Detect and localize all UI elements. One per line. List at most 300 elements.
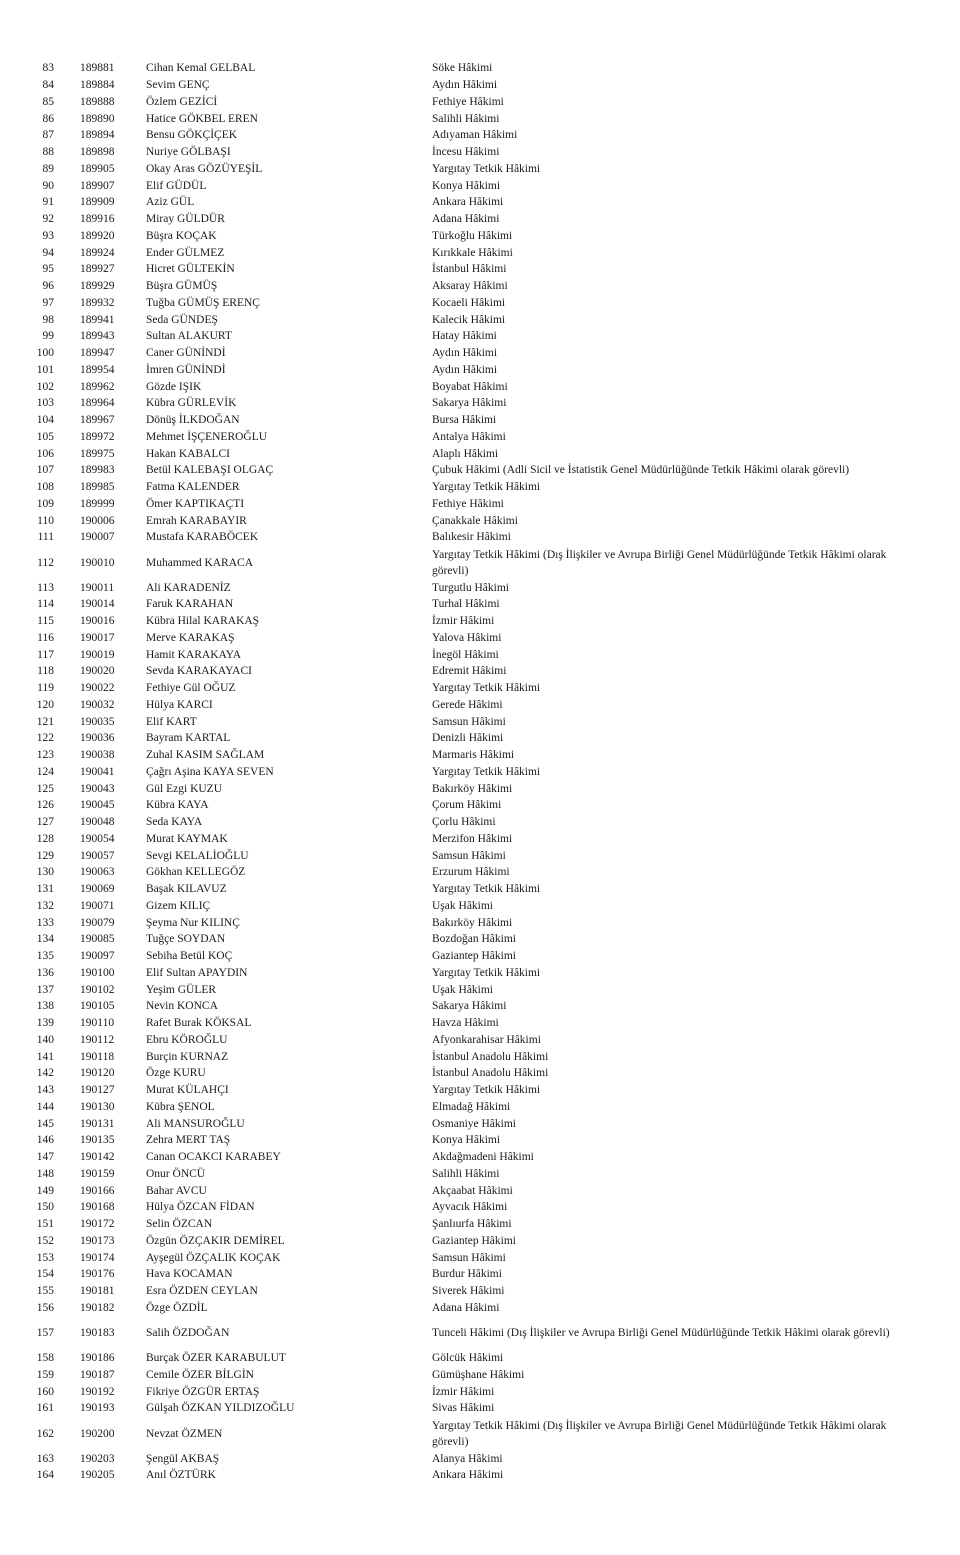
judge-name: Başak KILAVUZ <box>146 883 227 896</box>
judge-name: Anıl ÖZTÜRK <box>146 1469 216 1482</box>
row-number: 90 <box>42 179 54 192</box>
registry-number: 190130 <box>80 1100 115 1113</box>
registry-number: 190135 <box>80 1134 115 1147</box>
judge-name: Özlem GEZİCİ <box>146 95 218 108</box>
judge-name: Ebru KÖROĞLU <box>146 1033 228 1046</box>
row-number: 116 <box>37 631 54 644</box>
assignment: Edremit Hâkimi <box>432 665 507 678</box>
row-number: 152 <box>36 1234 54 1247</box>
registry-number: 190174 <box>80 1251 115 1264</box>
list-row <box>0 1233 960 1250</box>
judge-name: Kübra GÜRLEVİK <box>146 397 237 410</box>
judge-name: Rafet Burak KÖKSAL <box>146 1017 252 1030</box>
assignment: Yargıtay Tetkik Hâkimi <box>432 883 541 896</box>
assignment: Sivas Hâkimi <box>432 1402 495 1415</box>
assignment: Adıyaman Hâkimi <box>432 129 518 142</box>
registry-number: 189943 <box>80 330 115 343</box>
list-row <box>0 663 960 680</box>
judge-name: İmren GÜNİNDİ <box>146 363 226 376</box>
row-number: 95 <box>42 263 54 276</box>
judge-name: Fikriye ÖZGÜR ERTAŞ <box>146 1385 260 1398</box>
assignment: Bakırköy Hâkimi <box>432 916 513 929</box>
registry-number: 190035 <box>80 715 115 728</box>
list-row <box>0 144 960 161</box>
judge-name: Elif Sultan APAYDIN <box>146 966 248 979</box>
judge-name: Selin ÖZCAN <box>146 1218 213 1231</box>
assignment: Havza Hâkimi <box>432 1017 499 1030</box>
registry-number: 190017 <box>80 631 115 644</box>
list-row <box>0 1249 960 1266</box>
list-row <box>0 697 960 714</box>
registry-number: 190054 <box>80 832 115 845</box>
registry-number: 189985 <box>80 481 115 494</box>
row-number: 86 <box>42 112 54 125</box>
assignment: Merzifon Hâkimi <box>432 832 513 845</box>
row-number: 130 <box>36 866 54 879</box>
list-row <box>0 646 960 663</box>
judge-name: Elif KART <box>146 715 197 728</box>
judge-name: Fatma KALENDER <box>146 481 240 494</box>
list-row <box>0 161 960 178</box>
judge-name: Hava KOCAMAN <box>146 1268 233 1281</box>
registry-number: 190105 <box>80 1000 115 1013</box>
list-row <box>0 1266 960 1283</box>
assignment: Sakarya Hâkimi <box>432 1000 507 1013</box>
registry-number: 190011 <box>80 581 115 594</box>
judge-name: Cihan Kemal GELBAL <box>146 62 256 75</box>
row-number: 113 <box>37 581 54 594</box>
registry-number: 190038 <box>80 749 115 762</box>
assignment: Yargıtay Tetkik Hâkimi <box>432 966 541 979</box>
row-number: 97 <box>42 296 54 309</box>
judge-name: Zuhal KASIM SAĞLAM <box>146 749 265 762</box>
row-number: 126 <box>36 799 54 812</box>
row-number: 143 <box>36 1084 54 1097</box>
row-number: 133 <box>36 916 54 929</box>
registry-number: 190079 <box>80 916 115 929</box>
row-number: 85 <box>42 95 54 108</box>
assignment: Gerede Hâkimi <box>432 698 503 711</box>
registry-number: 189967 <box>80 414 115 427</box>
registry-number: 190043 <box>80 782 115 795</box>
assignment: Tunceli Hâkimi (Dış İlişkiler ve Avrupa Birliği Genel Müdürlüğünde Tetkik Hâkimi olarak görevli) <box>432 1327 890 1339</box>
list-row <box>0 747 960 764</box>
judge-name: Ayşegül ÖZÇALIK KOÇAK <box>146 1251 281 1264</box>
list-row <box>0 328 960 345</box>
judge-name: Nevin KONCA <box>146 1000 218 1013</box>
row-number: 156 <box>36 1301 54 1314</box>
row-number: 132 <box>36 899 54 912</box>
list-row <box>0 931 960 948</box>
judge-name: Sevgi KELALİOĞLU <box>146 849 249 862</box>
registry-number: 190173 <box>80 1234 115 1247</box>
row-number: 102 <box>36 380 54 393</box>
assignment: İzmir Hâkimi <box>432 615 495 628</box>
registry-number: 189924 <box>80 246 115 259</box>
judge-name: Kübra KAYA <box>146 799 209 812</box>
row-number: 119 <box>37 682 54 695</box>
registry-number: 190186 <box>80 1352 115 1365</box>
registry-number: 190187 <box>80 1368 115 1381</box>
assignment: Adana Hâkimi <box>432 1301 500 1314</box>
judge-name: Onur ÖNCÜ <box>146 1167 206 1180</box>
registry-number: 190036 <box>80 732 115 745</box>
registry-number: 190016 <box>80 615 115 628</box>
list-row <box>0 914 960 931</box>
registry-number: 190192 <box>80 1385 115 1398</box>
registry-number: 190020 <box>80 665 115 678</box>
assignment: Burdur Hâkimi <box>432 1268 502 1281</box>
list-row <box>0 1383 960 1400</box>
registry-number: 189975 <box>80 447 115 460</box>
assignment: Alaplı Hâkimi <box>432 447 499 460</box>
assignment: İnegöl Hâkimi <box>432 648 499 661</box>
judge-name: Aziz GÜL <box>146 196 195 209</box>
judge-name: Sultan ALAKURT <box>146 330 232 343</box>
assignment: İstanbul Anadolu Hâkimi <box>432 1067 549 1080</box>
row-number: 160 <box>36 1385 54 1398</box>
row-number: 140 <box>36 1033 54 1046</box>
list-row <box>0 261 960 278</box>
assignment: Söke Hâkimi <box>432 62 493 75</box>
judge-name: Tuğçe SOYDAN <box>146 933 226 946</box>
list-row <box>0 362 960 379</box>
assignment: Kalecik Hâkimi <box>432 313 506 326</box>
row-number: 103 <box>36 397 54 410</box>
assignment: Aydın Hâkimi <box>432 363 498 376</box>
judge-name: Şengül AKBAŞ <box>146 1452 220 1465</box>
registry-number: 189898 <box>80 146 115 159</box>
list-row <box>0 194 960 211</box>
judge-name: Gökhan KELLEGÖZ <box>146 866 246 879</box>
assignment: Samsun Hâkimi <box>432 849 506 862</box>
registry-number: 190057 <box>80 849 115 862</box>
row-number: 163 <box>36 1452 54 1465</box>
judge-name: Bahar AVCU <box>146 1184 207 1197</box>
judge-name: Büşra KOÇAK <box>146 229 217 242</box>
registry-number: 190182 <box>80 1301 115 1314</box>
row-number: 118 <box>37 665 54 678</box>
registry-number: 189890 <box>80 112 115 125</box>
judge-name: Canan OCAKCI KARABEY <box>146 1151 281 1164</box>
registry-number: 190069 <box>80 883 115 896</box>
list-row <box>0 864 960 881</box>
registry-number: 189909 <box>80 196 115 209</box>
assignment: Uşak Hâkimi <box>432 983 494 996</box>
assignment: Gaziantep Hâkimi <box>432 950 516 963</box>
assignment: Çorum Hâkimi <box>432 799 502 812</box>
registry-number: 189941 <box>80 313 115 326</box>
judge-name: Bensu GÖKÇİÇEK <box>146 129 238 142</box>
row-number: 105 <box>36 430 54 443</box>
row-number: 111 <box>37 531 54 544</box>
assignment: Turgutlu Hâkimi <box>432 581 510 594</box>
assignment: Bursa Hâkimi <box>432 414 497 427</box>
registry-number: 190063 <box>80 866 115 879</box>
row-number: 151 <box>36 1218 54 1231</box>
list-row <box>0 228 960 245</box>
judge-name: Betül KALEBAŞI OLGAÇ <box>146 464 274 477</box>
list-row <box>0 479 960 496</box>
list-row <box>0 814 960 831</box>
list-row <box>0 1048 960 1065</box>
row-number: 157 <box>36 1327 54 1339</box>
row-number: 164 <box>36 1469 54 1482</box>
assignment: Elmadağ Hâkimi <box>432 1100 511 1113</box>
list-row <box>0 496 960 513</box>
judge-name: Fethiye Gül OĞUZ <box>146 682 236 695</box>
list-row <box>0 177 960 194</box>
registry-number: 190120 <box>80 1067 115 1080</box>
judge-name: Gözde IŞIK <box>146 380 202 393</box>
registry-number: 189929 <box>80 280 115 293</box>
registry-number: 190193 <box>80 1402 115 1415</box>
row-number: 122 <box>36 732 54 745</box>
registry-number: 190168 <box>80 1201 115 1214</box>
assignment: İstanbul Hâkimi <box>432 263 507 276</box>
row-number: 142 <box>36 1067 54 1080</box>
list-row <box>0 512 960 529</box>
registry-number: 189972 <box>80 430 115 443</box>
row-number: 155 <box>36 1285 54 1298</box>
judge-name: Caner GÜNİNDİ <box>146 347 226 360</box>
registry-number: 189907 <box>80 179 115 192</box>
assignment: Gölcük Hâkimi <box>432 1352 504 1365</box>
registry-number: 190010 <box>80 556 115 569</box>
list-row <box>0 1300 960 1317</box>
registry-number: 190159 <box>80 1167 115 1180</box>
registry-number: 189954 <box>80 363 115 376</box>
judge-name: Seda KAYA <box>146 816 203 829</box>
list-row <box>0 1283 960 1300</box>
row-number: 110 <box>37 514 54 527</box>
list-row <box>0 579 960 596</box>
judge-name: Sevda KARAKAYACI <box>146 665 252 678</box>
judge-name: Emrah KARABAYIR <box>146 514 247 527</box>
judge-name: Sevim GENÇ <box>146 79 210 92</box>
row-number: 114 <box>37 598 54 611</box>
registry-number: 190006 <box>80 514 115 527</box>
row-number: 145 <box>36 1117 54 1130</box>
judge-name: Hülya ÖZCAN FİDAN <box>146 1201 255 1214</box>
assignment: Afyonkarahisar Hâkimi <box>432 1033 541 1046</box>
assignment: Antalya Hâkimi <box>432 430 506 443</box>
row-number: 104 <box>36 414 54 427</box>
judge-name: Bayram KARTAL <box>146 732 231 745</box>
assignment: Yargıtay Tetkik Hâkimi <box>432 682 541 695</box>
assignment: Samsun Hâkimi <box>432 1251 506 1264</box>
registry-number: 189964 <box>80 397 115 410</box>
assignment: Konya Hâkimi <box>432 1134 501 1147</box>
registry-number: 190127 <box>80 1084 115 1097</box>
list-row <box>0 529 960 546</box>
list-row <box>0 1032 960 1049</box>
list-row <box>0 1367 960 1384</box>
list-row <box>0 77 960 94</box>
row-number: 138 <box>36 1000 54 1013</box>
row-number: 139 <box>36 1017 54 1030</box>
row-number: 141 <box>36 1050 54 1063</box>
registry-number: 189881 <box>80 62 115 75</box>
assignment: Fethiye Hâkimi <box>432 497 504 510</box>
list-row <box>0 127 960 144</box>
registry-number: 190142 <box>80 1151 115 1164</box>
assignment: Ankara Hâkimi <box>432 1469 504 1482</box>
registry-number: 189932 <box>80 296 115 309</box>
assignment: Ayvacık Hâkimi <box>432 1201 508 1214</box>
registry-number: 190041 <box>80 765 115 778</box>
row-number: 129 <box>36 849 54 862</box>
list-row <box>0 1199 960 1216</box>
row-number: 107 <box>36 464 54 477</box>
judge-name: Seda GÜNDEŞ <box>146 313 218 326</box>
list-row <box>0 1350 960 1367</box>
assignment: Yargıtay Tetkik Hâkimi (Dış İlişkiler ve Avrupa Birliği Genel Müdürlüğünde Tetkik Hâkimi olarak görevli) <box>432 1419 887 1448</box>
registry-number: 190032 <box>80 698 115 711</box>
row-number: 159 <box>36 1368 54 1381</box>
assignment: Aydın Hâkimi <box>432 347 498 360</box>
registry-number: 189894 <box>80 129 115 142</box>
list-row <box>0 831 960 848</box>
list-row <box>0 881 960 898</box>
row-number: 137 <box>36 983 54 996</box>
row-number: 158 <box>36 1352 54 1365</box>
registry-number: 189884 <box>80 79 115 92</box>
list-row <box>0 780 960 797</box>
assignment: Yargıtay Tetkik Hâkimi <box>432 765 541 778</box>
assignment: Yargıtay Tetkik Hâkimi <box>432 162 541 175</box>
list-row <box>0 345 960 362</box>
row-number: 96 <box>42 280 54 293</box>
list-row <box>0 965 960 982</box>
row-number: 147 <box>36 1151 54 1164</box>
assignment: Osmaniye Hâkimi <box>432 1117 516 1130</box>
assignment: Balıkesir Hâkimi <box>432 531 511 544</box>
registry-number: 189947 <box>80 347 115 360</box>
judge-name: Nevzat ÖZMEN <box>146 1427 223 1440</box>
registry-number: 190071 <box>80 899 115 912</box>
registry-number: 190048 <box>80 816 115 829</box>
row-number: 115 <box>37 615 54 628</box>
assignment: Denizli Hâkimi <box>432 732 504 745</box>
judge-name: Kübra ŞENOL <box>146 1100 215 1113</box>
judge-name: Nuriye GÖLBAŞI <box>146 146 231 159</box>
list-row <box>0 764 960 781</box>
list-row <box>0 1417 960 1451</box>
list-row <box>0 713 960 730</box>
row-number: 109 <box>36 497 54 510</box>
judge-name: Faruk KARAHAN <box>146 598 234 611</box>
row-number: 120 <box>36 698 54 711</box>
judge-name: Okay Aras GÖZÜYEŞİL <box>146 162 263 175</box>
registry-number: 190007 <box>80 531 115 544</box>
judge-name: Elif GÜDÜL <box>146 179 207 192</box>
assignment: Akçaabat Hâkimi <box>432 1184 513 1197</box>
list-row <box>0 1182 960 1199</box>
registry-number: 189983 <box>80 464 115 477</box>
judge-name: Mustafa KARABÖCEK <box>146 531 259 544</box>
registry-number: 190100 <box>80 966 115 979</box>
judge-name: Çağrı Aşina KAYA SEVEN <box>146 765 274 778</box>
row-number: 162 <box>36 1427 54 1440</box>
row-number: 123 <box>36 749 54 762</box>
row-number: 93 <box>42 229 54 242</box>
row-number: 121 <box>36 715 54 728</box>
assignment: Aydın Hâkimi <box>432 79 498 92</box>
assignment: Türkoğlu Hâkimi <box>432 229 513 242</box>
row-number: 91 <box>42 196 54 209</box>
assignment: Konya Hâkimi <box>432 179 501 192</box>
registry-number: 190022 <box>80 682 115 695</box>
registry-number: 190014 <box>80 598 115 611</box>
assignment: İstanbul Anadolu Hâkimi <box>432 1050 549 1063</box>
registry-number: 189927 <box>80 263 115 276</box>
list-row <box>0 948 960 965</box>
row-number: 134 <box>36 933 54 946</box>
registry-number: 190118 <box>80 1050 115 1063</box>
list-row <box>0 1149 960 1166</box>
appointment-list <box>0 60 960 1484</box>
list-row <box>0 412 960 429</box>
assignment: Turhal Hâkimi <box>432 598 500 611</box>
list-row <box>0 278 960 295</box>
list-row <box>0 613 960 630</box>
list-row <box>0 1467 960 1484</box>
row-number: 144 <box>36 1100 54 1113</box>
list-row <box>0 110 960 127</box>
assignment: Uşak Hâkimi <box>432 899 494 912</box>
registry-number: 189999 <box>80 497 115 510</box>
list-row <box>0 596 960 613</box>
row-number: 99 <box>42 330 54 343</box>
registry-number: 190102 <box>80 983 115 996</box>
assignment: Şanlıurfa Hâkimi <box>432 1218 512 1231</box>
assignment: Kırıkkale Hâkimi <box>432 246 513 259</box>
registry-number: 190181 <box>80 1285 115 1298</box>
assignment: Hatay Hâkimi <box>432 330 497 343</box>
judge-name: Merve KARAKAŞ <box>146 631 235 644</box>
list-row <box>0 1166 960 1183</box>
judge-name: Tuğba GÜMÜŞ ERENÇ <box>146 296 260 309</box>
assignment: Çanakkale Hâkimi <box>432 514 518 527</box>
judge-name: Ömer KAPTIKAÇTI <box>146 497 245 510</box>
list-row <box>0 1400 960 1417</box>
list-row <box>0 797 960 814</box>
assignment: Siverek Hâkimi <box>432 1285 505 1298</box>
judge-name: Miray GÜLDÜR <box>146 213 225 226</box>
registry-number: 190112 <box>80 1033 115 1046</box>
row-number: 136 <box>36 966 54 979</box>
row-number: 154 <box>36 1268 54 1281</box>
assignment: İzmir Hâkimi <box>432 1385 495 1398</box>
assignment: Çorlu Hâkimi <box>432 816 496 829</box>
row-number: 127 <box>36 816 54 829</box>
row-number: 98 <box>42 313 54 326</box>
judge-name: Ender GÜLMEZ <box>146 246 225 259</box>
row-number: 117 <box>37 648 54 661</box>
row-number: 124 <box>36 765 54 778</box>
assignment: Yalova Hâkimi <box>432 631 502 644</box>
registry-number: 190176 <box>80 1268 115 1281</box>
row-number: 131 <box>36 883 54 896</box>
list-row <box>0 60 960 77</box>
registry-number: 190172 <box>80 1218 115 1231</box>
judge-name: Zehra MERT TAŞ <box>146 1134 231 1147</box>
list-row <box>0 378 960 395</box>
assignment: Fethiye Hâkimi <box>432 95 504 108</box>
assignment: Yargıtay Tetkik Hâkimi <box>432 1084 541 1097</box>
judge-name: Hatice GÖKBEL EREN <box>146 112 258 125</box>
